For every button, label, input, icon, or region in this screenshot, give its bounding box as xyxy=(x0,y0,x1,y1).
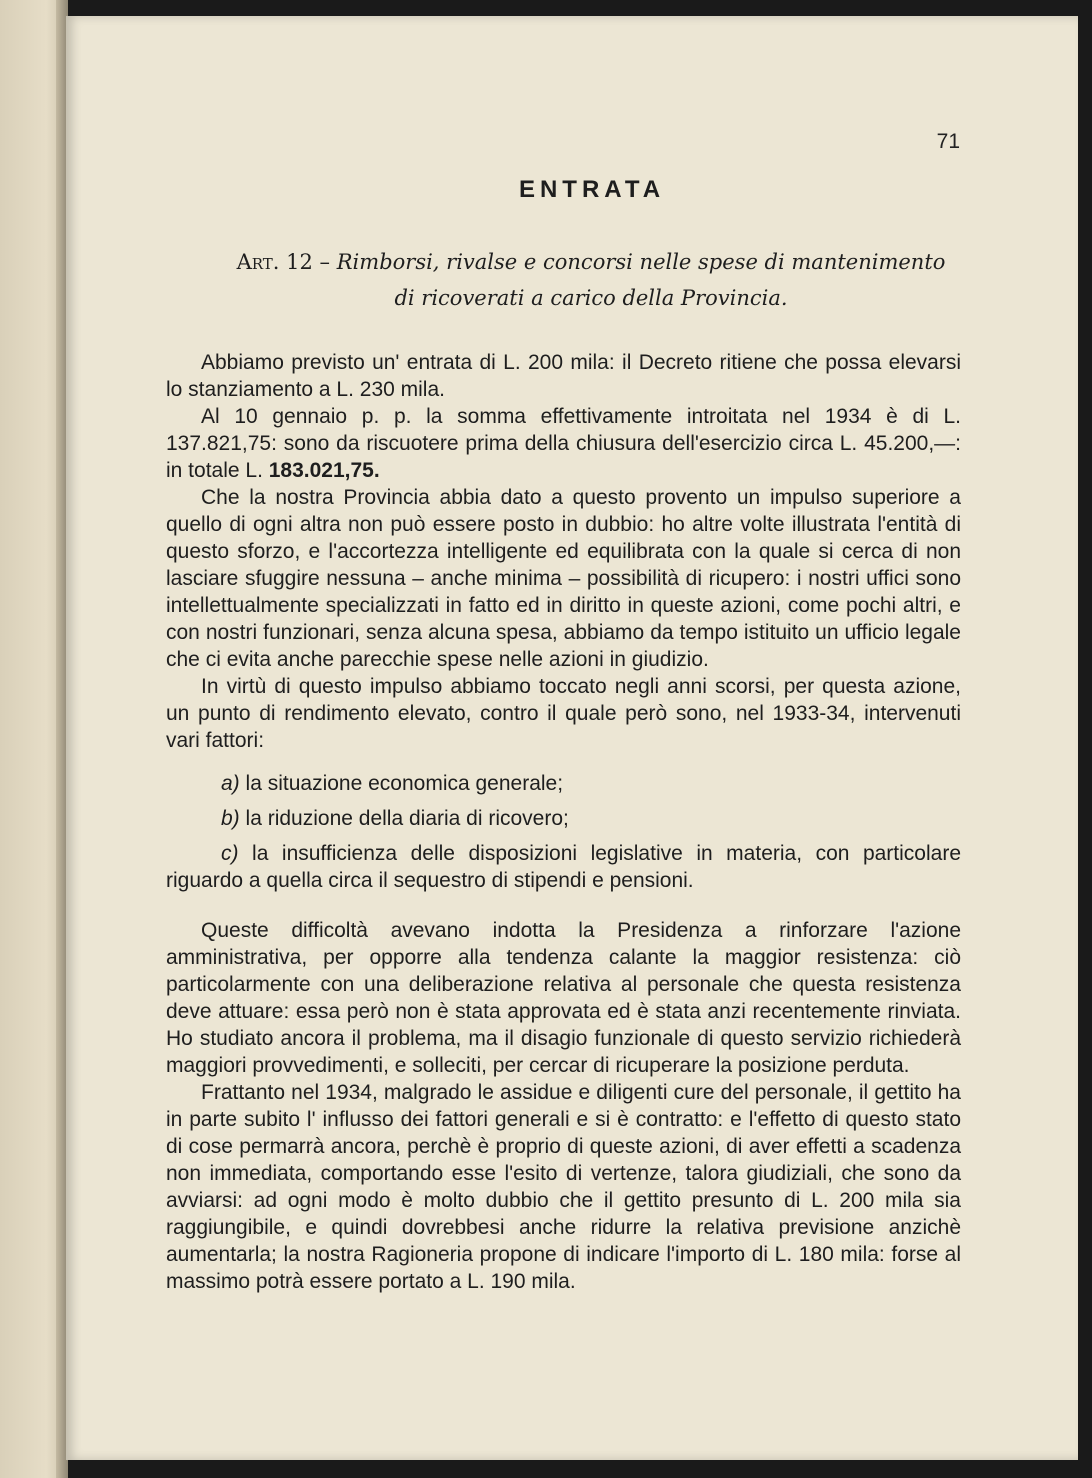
article-prefix: Art. xyxy=(236,250,280,274)
list-item: a) la situazione economica generale; xyxy=(221,772,564,795)
list-item: b) la riduzione della diaria di ricovero; xyxy=(221,807,569,830)
article-title-line1: Rimborsi, rivalse e concorsi nelle spese di mantenimento xyxy=(336,250,946,274)
paragraph-4: In virtù di questo impulso abbiamo toccato negli anni scorsi, per questa azione, un punto di rendimento elevato, contro il quale però sono, nel 1933-34, intervenuti vari fattori: xyxy=(166,675,961,752)
paragraph-3: Che la nostra Provincia abbia dato a questo provento un impulso superiore a quello di ogni altra non può essere posto in dubbio: ho altre volte illustrata l'entità di questo sforzo, e l'accortezza intelligente ed equilibrata con la quale si cerca di non lasciare sfuggire nessuna – anche minima – possibilità di ricupero: i nostri uffici sono intellettualmente specializzati in fatto ed in diritto in queste azioni, come pochi altri, e con nostri funzionari, senza alcuna spesa, abbiamo da tempo istituito un ufficio legale che ci evita anche parecchie spese nelle azioni in giudizio. xyxy=(166,486,961,671)
list-item: c) la insufficienza delle disposizioni legislative in materia, con particolare riguardo a quella circa il sequestro di stipendi e pensioni. xyxy=(166,842,961,892)
paragraph-2-text: Al 10 gennaio p. p. la somma effettivamente introitata nel 1934 è di L. 137.821,75: sono da riscuotere prima della chiusura dell'esercizio circa L. 45.200,—: in totale L. xyxy=(166,405,961,482)
page-number: 71 xyxy=(936,130,960,153)
factor-list xyxy=(166,770,961,894)
paragraph-1: Abbiamo previsto un' entrata di L. 200 mila: il Decreto ritiene che possa elevarsi lo stanziamento a L. 230 mila. xyxy=(166,351,961,401)
paragraph-2 xyxy=(166,403,961,484)
book-page xyxy=(66,16,1078,1460)
article-number: 12 – xyxy=(286,250,331,274)
total-amount: 183.021,75. xyxy=(268,459,380,482)
article-title-line2: di ricoverati a carico della Provincia. xyxy=(394,286,788,310)
divider-space xyxy=(166,904,961,917)
paragraph-5: Queste difficoltà avevano indotta la Presidenza a rinforzare l'azione amministrativa, per opporre alla tendenza calante la maggior resistenza: ciò particolarmente con una deliberazione relativa al personale che questa resistenza deve attuare: essa però non è stata approvata ed è stata anzi recentemente rinviata. Ho studiato ancora il problema, ma il disagio funzionale di questo servizio richiederà maggiori provvedimenti, e solleciti, per cercar di ricuperare la posizione perduta. xyxy=(166,919,961,1077)
section-title: ENTRATA xyxy=(518,176,666,203)
article-heading xyxy=(216,244,966,316)
body-text xyxy=(166,349,961,1295)
paragraph-6: Frattanto nel 1934, malgrado le assidue e diligenti cure del personale, il gettito ha in parte subito l' influsso dei fattori generali e si è contratto: e l'effetto di questo stato di cose permarrà ancora, perchè è proprio di queste azioni, di aver effetti a scadenza non immediata, comportando esse l'esito di vertenze, talora giudiziali, che sono da avviarsi: ad ogni modo è molto dubbio che il gettito presunto di L. 200 mila sia raggiungibile, e quindi dovrebbesi anche ridurre la relativa previsione anzichè aumentarla; la nostra Ragioneria propone di indicare l'importo di L. 180 mila: forse al massimo potrà essere portato a L. 190 mila. xyxy=(166,1081,961,1293)
